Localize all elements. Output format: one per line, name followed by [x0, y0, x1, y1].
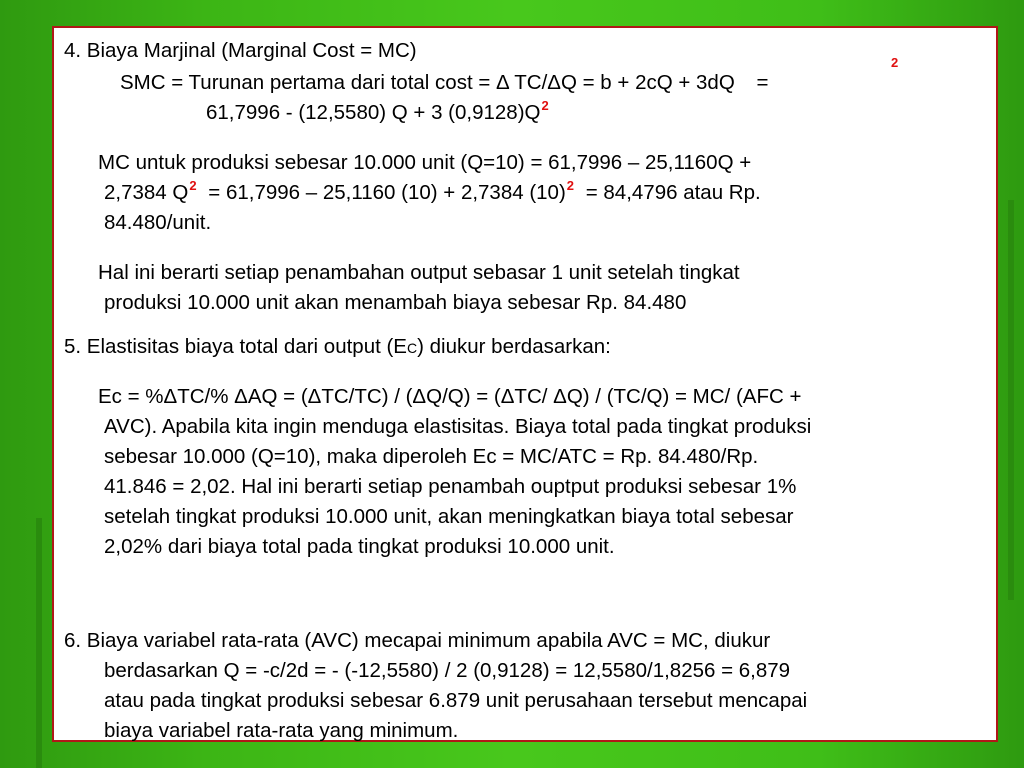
- smc-line-1: [120, 68, 768, 98]
- mc-line-2-superscript-a: 2: [189, 178, 197, 193]
- section6-line: [104, 656, 790, 686]
- section6-line: [104, 716, 458, 746]
- hal-line-1-text: Hal ini berarti setiap penambahan output sebasar 1 unit setelah tingkat: [98, 261, 740, 284]
- mc-line-1: [98, 148, 751, 178]
- section5-line: [104, 442, 758, 472]
- hal-line-1: [98, 258, 740, 288]
- section5-line: [104, 502, 793, 532]
- section5-line-text: setelah tingkat produksi 10.000 unit, akan meningkatkan biaya total sebesar: [104, 505, 794, 528]
- section5-line: [104, 472, 796, 502]
- section5-line: [98, 382, 801, 412]
- section6-line: [64, 626, 770, 656]
- mc-line-3-text: 84.480/unit.: [104, 211, 212, 234]
- background-stripe-left: [36, 518, 42, 768]
- section5-heading-subscript: C: [407, 340, 418, 356]
- section5-line-text: Ec = %ΔTC/% ΔAQ = (ΔTC/TC) / (ΔQ/Q) = (ΔTC/ ΔQ) / (TC/Q) = MC/ (AFC +: [98, 385, 802, 408]
- mc-line-2-part-a: 2,7384 Q: [104, 181, 189, 204]
- section6-line: [104, 686, 807, 716]
- smc-line-2-superscript: 2: [541, 98, 549, 113]
- section4-heading: [64, 36, 417, 66]
- section6-line-text: biaya variabel rata-rata yang minimum.: [104, 719, 459, 742]
- mc-line-2-superscript-b: 2: [566, 178, 575, 193]
- smc-line-2-text: 61,7996 - (12,5580) Q + 3 (0,9128)Q: [206, 101, 541, 124]
- section5-line-text: AVC). Apabila kita ingin menduga elastisitas. Biaya total pada tingkat produksi: [104, 415, 812, 438]
- section5-line-text: 41.846 = 2,02. Hal ini berarti setiap penambah ouptput produksi sebesar 1%: [104, 475, 797, 498]
- section5-line-text: 2,02% dari biaya total pada tingkat produksi 10.000 unit.: [104, 535, 615, 558]
- hal-line-2: [104, 288, 686, 318]
- section5-line: [104, 532, 615, 562]
- smc-line-1-text: SMC = Turunan pertama dari total cost = Δ TC/ΔQ = b + 2cQ + 3dQ: [120, 71, 735, 94]
- section6-line-text: berdasarkan Q = -c/2d = - (-12,5580) / 2 (0,9128) = 12,5580/1,8256 = 6,879: [104, 659, 791, 682]
- mc-line-2-part-c: = 84,4796 atau Rp.: [585, 181, 761, 204]
- section6-line-text: 6. Biaya variabel rata-rata (AVC) mecapai minimum apabila AVC = MC, diukur: [64, 629, 771, 652]
- smc-line-2: [206, 98, 549, 130]
- hal-line-2-text: produksi 10.000 unit akan menambah biaya sebesar Rp. 84.480: [104, 291, 687, 314]
- section4-heading-text: 4. Biaya Marjinal (Marginal Cost = MC): [64, 39, 417, 62]
- mc-line-3: [104, 208, 211, 238]
- slide-frame: [52, 26, 998, 742]
- section6-line-text: atau pada tingkat produksi sebesar 6.879 unit perusahaan tersebut mencapai: [104, 689, 808, 712]
- section5-heading-text-b: ) diukur berdasarkan:: [417, 335, 611, 358]
- mc-line-1-text: MC untuk produksi sebesar 10.000 unit (Q=10) = 61,7996 – 25,1160Q +: [98, 151, 752, 174]
- smc-line-1-equals: =: [756, 71, 769, 94]
- background-stripe-right: [1008, 200, 1014, 600]
- section5-heading: [64, 332, 611, 363]
- smc-superscript-2: 2: [891, 55, 899, 70]
- section5-line-text: sebesar 10.000 (Q=10), maka diperoleh Ec = MC/ATC = Rp. 84.480/Rp.: [104, 445, 759, 468]
- section5-line: [104, 412, 811, 442]
- mc-line-2-part-b: = 61,7996 – 25,1160 (10) + 2,7384 (10): [208, 181, 566, 204]
- section5-heading-text-a: 5. Elastisitas biaya total dari output (E: [64, 335, 407, 358]
- mc-line-2: [104, 178, 761, 210]
